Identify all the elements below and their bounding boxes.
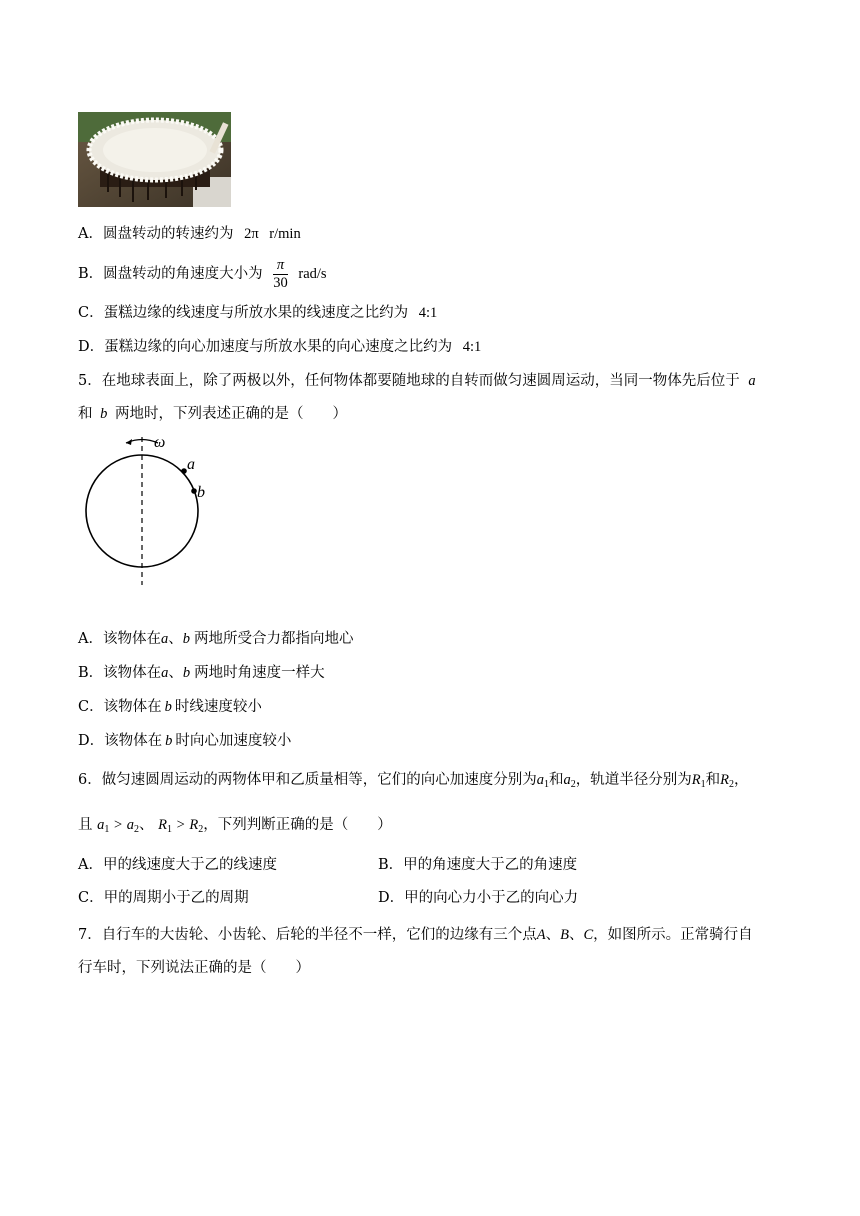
fraction-numerator: π bbox=[273, 257, 288, 275]
q6-option-a: A．甲的线速度大于乙的线速度 bbox=[78, 857, 277, 873]
point-b-label: b bbox=[197, 484, 205, 501]
q6-cond-R1-sub: 1 bbox=[166, 824, 172, 835]
q5-d-pre: D．该物体在 bbox=[78, 733, 163, 749]
q6-a2-sub: 2 bbox=[570, 779, 576, 790]
q6-cond-a2-sub: 2 bbox=[134, 824, 140, 835]
q6-cond-gt: > bbox=[113, 817, 123, 833]
q5-d-post: 时向心加速度较小 bbox=[175, 733, 292, 749]
q5-var-b: b bbox=[100, 406, 108, 422]
q5-a-sep: 、 bbox=[168, 631, 183, 647]
q6-cond-R2: R bbox=[189, 817, 199, 833]
q6-a2: a bbox=[563, 772, 571, 788]
point-a-label: a bbox=[187, 456, 195, 473]
q5-b-var-b: b bbox=[182, 665, 191, 681]
q7-sep1: 、 bbox=[545, 927, 561, 943]
q5-b-pre: B．该物体在 bbox=[78, 665, 162, 681]
q6-R1: R bbox=[691, 772, 701, 788]
q6-cond-a1-sub: 1 bbox=[104, 824, 110, 835]
q5-b-post: 两地时角速度一样大 bbox=[194, 665, 325, 681]
q6-cond-gt-2: > bbox=[176, 817, 185, 833]
q7-point-A: A bbox=[536, 927, 546, 943]
q5-b-sep: 、 bbox=[168, 665, 183, 681]
q7-stem-text: 7．自行车的大齿轮、小齿轮、后轮的半径不一样，它们的边缘有三个点 bbox=[78, 927, 537, 943]
q6-option-c: C．甲的周期小于乙的周期 bbox=[78, 890, 249, 906]
option-b-unit: rad/s bbox=[298, 266, 327, 282]
q6-cond-R2-sub: 2 bbox=[198, 824, 204, 835]
cake-turntable-image bbox=[78, 112, 231, 207]
q7-stem-line1 bbox=[78, 925, 753, 945]
q5-c-var-b: b bbox=[164, 699, 172, 715]
q6-R2-sub: 2 bbox=[728, 779, 734, 790]
option-d-ratio: 4:1 bbox=[462, 339, 482, 355]
q4-option-b bbox=[78, 256, 327, 292]
q5-stem-and: 和 bbox=[78, 406, 93, 422]
option-d-text: D．蛋糕边缘的向心加速度与所放水果的向心速度之比约为 bbox=[78, 339, 453, 355]
q5-stem-text: 5．在地球表面上，除了两极以外，任何物体都要随地球的自转而做匀速圆周运动，当同一物体先后位于 bbox=[78, 373, 740, 389]
option-c-ratio: 4:1 bbox=[418, 305, 438, 321]
q6-and: 和 bbox=[548, 772, 564, 788]
q4-option-c bbox=[78, 303, 437, 323]
q7-point-C: C bbox=[583, 927, 594, 943]
q5-b-var-a: a bbox=[161, 665, 169, 681]
q6-stem-text: 6．做匀速圆周运动的两物体甲和乙质量相等，它们的向心加速度分别为 bbox=[78, 772, 537, 788]
q5-a-pre: A．该物体在 bbox=[78, 631, 161, 647]
q6-option-d: D．甲的向心力小于乙的向心力 bbox=[378, 890, 579, 906]
q5-a-var-b: b bbox=[182, 631, 190, 647]
q7-stem-post: ，如图所示。正常骑行自 bbox=[593, 927, 753, 943]
q5-a-var-a: a bbox=[160, 631, 169, 647]
q5-option-d bbox=[78, 731, 291, 751]
q7-point-B: B bbox=[560, 927, 569, 943]
fraction-denominator: 30 bbox=[273, 274, 288, 291]
q6-cond-a2: a bbox=[126, 817, 135, 833]
fraction-pi-over-30 bbox=[273, 257, 288, 292]
option-a-unit: r/min bbox=[269, 226, 301, 242]
q5-a-post: 两地所受合力都指向地心 bbox=[193, 631, 354, 647]
q5-var-a: a bbox=[748, 373, 756, 389]
q6-mid: ，轨道半径分别为 bbox=[575, 772, 692, 788]
option-b-text: B．圆盘转动的角速度大小为 bbox=[78, 266, 263, 282]
q6-line2-pre: 且 bbox=[78, 817, 93, 833]
q7-stem-line2: 行车时，下列说法正确的是（ ） bbox=[78, 960, 310, 976]
q5-c-pre: C．该物体在 bbox=[78, 699, 162, 715]
omega-label: ω bbox=[154, 434, 166, 451]
q5-option-c bbox=[78, 697, 262, 717]
option-a-text: A．圆盘转动的转速约为 bbox=[78, 226, 234, 242]
option-c-text: C．蛋糕边缘的线速度与所放水果的线速度之比约为 bbox=[78, 305, 409, 321]
q6-stem-line2 bbox=[78, 815, 392, 840]
q7-sep2: 、 bbox=[568, 927, 584, 943]
q5-stem-line2 bbox=[78, 404, 347, 424]
point-a-dot bbox=[181, 468, 187, 474]
q6-and-2: 和 bbox=[705, 772, 721, 788]
q6-stem-line1 bbox=[78, 770, 748, 795]
q6-cond-a1: a bbox=[97, 817, 105, 833]
earth-rotation-diagram bbox=[80, 433, 220, 588]
q5-c-post: 时线速度较小 bbox=[174, 699, 262, 715]
q6-a1-sub: 1 bbox=[543, 779, 549, 790]
q5-option-b bbox=[78, 663, 325, 683]
option-a-value: 2π bbox=[244, 226, 259, 242]
q6-a1: a bbox=[536, 772, 544, 788]
q5-d-var-b: b bbox=[165, 733, 173, 749]
q4-option-d bbox=[78, 337, 481, 357]
q6-cond-sep: 、 bbox=[139, 817, 154, 833]
q6-cond-R1: R bbox=[158, 817, 167, 833]
q5-option-a bbox=[78, 629, 353, 649]
q6-R1-sub: 1 bbox=[700, 779, 706, 790]
q5-stem-line1 bbox=[78, 371, 756, 391]
q6-comma: ， bbox=[733, 772, 749, 788]
point-b-dot bbox=[191, 488, 197, 494]
q4-option-a bbox=[78, 224, 301, 244]
q5-stem-end: 两地时，下列表述正确的是（ ） bbox=[114, 406, 347, 422]
q6-option-b: B．甲的角速度大于乙的角速度 bbox=[378, 857, 578, 873]
q6-line2-post: ，下列判断正确的是（ ） bbox=[203, 817, 392, 833]
q6-R2: R bbox=[720, 772, 729, 788]
